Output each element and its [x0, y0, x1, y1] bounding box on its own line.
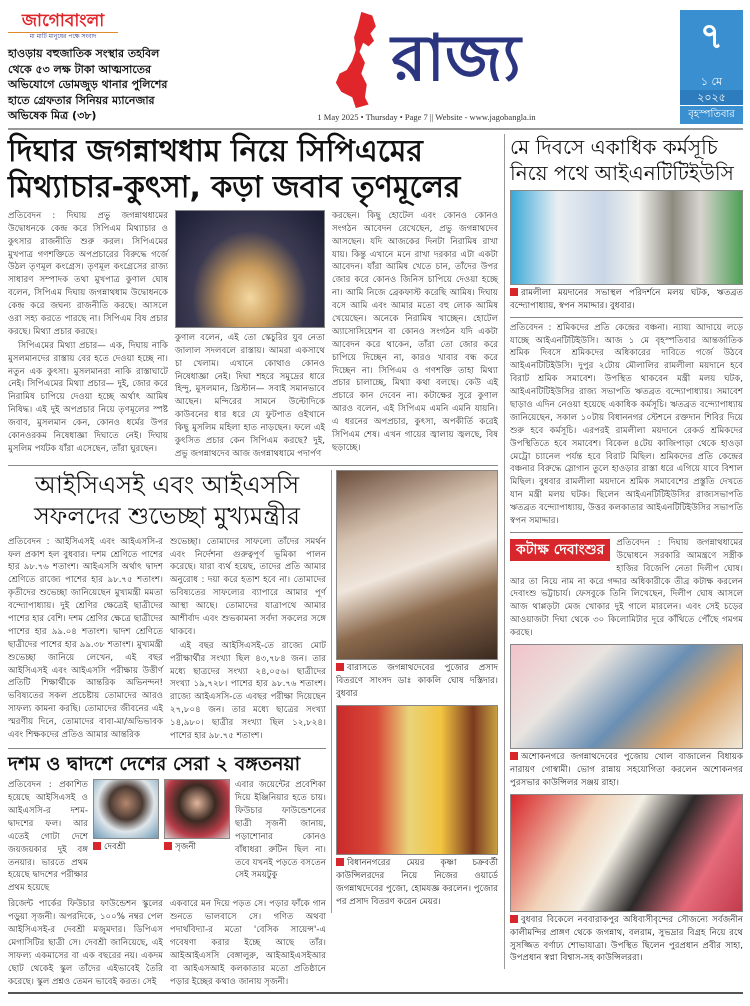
story4-bottom-right: একবারে মন দিয়ে পড়ত সে। পড়ার ফাঁকে গান শুনতে ভালবাসে সে। গণিত অথবা পদার্থবিদ্যা-র মতো 'বেসিক সায়েন্স'-এ গবেষণা করার ইচ্ছে আছে তাঁর। আইআইএসসি বেঙ্গালুরু, আইআইএসইআর বা আইএসআই কলকাতার মতো প্রতিষ্ঠানে পড়ার ইচ্ছের কথাও জানায় সৃজনী।: [170, 899, 326, 987]
divider: [510, 532, 743, 533]
story1-col2: কুণাল বলেন, এই তো স্কেচুরির যুব নেতা জালাল সদলবলে রাস্তায়। আমরা একসাথে চা খেলাম। এখানে কোথাও কোনও নিষেধাজ্ঞা নেই। দিঘা শহরে সমুদ্রের ধারে হিন্দু, মুসলমান, খ্রিস্টান— সবাই সমানভাবে আছেন। মন্দিরের সামনে উল্টোদিকে কাউবনের ধার ধরে যে ফুটপাত ওইখানে কিছু মুসলিম মহিলা হাত নাড়ছেন। ফলে এই কুৎসিত প্রচার কেন সিপিএম করছে? দুই, প্রভু জগন্নাথদেব আজ জগন্নাথধামে পদার্পণ: [175, 332, 325, 459]
dateline: 1 May 2025 • Thursday • Page 7 || Website - www.jagobangla.in: [317, 112, 536, 122]
bidhannagar-puja-photo: [336, 705, 498, 855]
story4-bottom-left: রিজেন্ট পার্কের ফিউচার ফাউন্ডেশন স্কুলের পড়ুয়া সৃজনী। অপরদিকে, ১০০% নম্বর পেল আইসিএসই-র দেবশ্রী মজুমদার। ডিপিএস মেগাসিটির ছাত্রী সে। দেবশ্রী জানিয়েছে, এই সাফল্য একমাসের বা এক বছরের নয়। একদম ছোট থেকেই স্কুল তাঁদের এইভাবেই তৈরি করেছে। স্কুল প্রশ্নও তেমন ভাবেই করত। সেই: [8, 899, 163, 987]
barasat-caption: বারাসতে জগন্নাথদেবের পুজোর প্রসাদ বিতরণে সাংসদ ডাঃ কাকলি ঘোষ দস্তিদার। বুধবার: [336, 663, 498, 700]
caption-bullet-icon: [510, 288, 518, 296]
page-number: ৭: [699, 16, 724, 57]
debashree-block: [93, 779, 159, 858]
srijani-photo: [164, 779, 230, 839]
caption-bullet-icon: [93, 842, 101, 850]
lower-middle: [331, 470, 498, 912]
srijani-caption: সৃজনী: [164, 841, 230, 854]
story2-headline: মে দিবসে একাধিক কর্মসূচি নিয়ে পথে আইএনটিটিইউসি: [510, 134, 734, 185]
rath-procession-photo: [510, 794, 743, 912]
page-badge: [680, 10, 743, 124]
section-title-logo: রাজ্য: [391, 22, 521, 97]
kotakkho-body: প্রতিবেদন : দিঘায় জগন্নাথধামের উদ্বোধনে সরকারি আমন্ত্রণে সস্ত্রীক হাজির বিজেপি নেতা দিলীপ ঘোষ। আর তা নিয়ে নাম না করে গদ্দার অধিকারীকে তীব্র কটাক্ষ করলেন দেবাংশু ভট্টাচার্য। ফেসবুকে তিনি লিখেছেন, দিলীপ ঘোষ আসলে আজ থাপ্পড়টা মেজ খোকার দুই গালে মারলেন। এবং সেই চড়ের আওয়াজটা দিঘা থেকে ৩০ কিলোমিটার দূরে কাঁথিতে পৌঁছে গমগম করছে।: [510, 537, 743, 639]
lower-left: [8, 470, 326, 988]
srijani-block: [164, 779, 230, 858]
caption-bullet-icon: [164, 842, 172, 850]
right-column: [504, 134, 743, 969]
ashoknagar-caption: অশোকনগরে জগন্নাথদেবের পুজোয় খোল বাজালেন বিধায়ক নারায়ণ গোস্বামী। ভোগ রান্নায় সহযোগিতা করলেন অশোকনগর পুরসভার কাউন্সিলর সঞ্জয় রাহা।: [510, 752, 743, 788]
caption-bullet-icon: [336, 663, 344, 671]
nababarrackpore-caption: বুধবার বিকেলে নববারাকপুর অধিবাসীবৃন্দের সৌজন্যে সর্বজনীন কালীমন্দির প্রাঙ্গণ থেকে জগন্নাথ, বলরাম, সুভদ্রার বিগ্রহ নিয়ে রথে সুসজ্জিত বর্ণাঢ্য শোভাযাত্রা। উপস্থিত ছিলেন পুরপ্রধান প্রবীর সাহা, উপপ্রধান স্বপ্না বিশ্বাস-সহ কাউন্সিলররা।: [510, 914, 743, 964]
lower-area: [8, 470, 498, 988]
page-body: [8, 134, 743, 989]
debashree-photo: [93, 779, 159, 839]
teaser-text: হাওড়ায় বহুজাতিক সংস্থার তহবিল থেকে ৫৩ লক্ষ টাকা আত্মসাতের অভিযোগে ডোমজুড় থানার পুলিশের হাতে গ্রেফতার সিনিয়র ম্যানেজার অভিষেক মিত্র (৩৮): [8, 47, 168, 123]
ashoknagar-puja-photo: [510, 644, 743, 749]
masthead-center: [181, 10, 672, 124]
issue-date: ১ মে: [700, 75, 723, 89]
bidhannagar-caption: বিধাননগরের মেয়র কৃষ্ণা চক্রবর্তী কাউন্সিলরদের নিয়ে নিজের ওয়ার্ডে জগন্নাথদেবের পুজো, হোমযজ্ঞ করলেন। পুজোর পর প্রসাদ বিতরণ করেন মেয়র।: [336, 857, 498, 907]
caption-bullet-icon: [336, 858, 344, 866]
divider: [8, 748, 326, 750]
story2-body: প্রতিবেদন : শ্রমিকদের প্রতি কেন্দ্রের বঞ্চনা। ন্যায্য আদায়ে লড়ে যাচ্ছে আইএনটিটিইউসি। আজ ১ মে বৃহস্পতিবার আন্তর্জাতিক শ্রমিক দিবসে শ্রমিকদের অধিকারের দাবিতে গর্জে উঠবে আইএনটিটিইউসি। দুপুর ২টোয় মৌলালির রামলীলা ময়দানে হবে বিরাট শ্রমিক সমাবেশ। উপস্থিত থাকবেন মন্ত্রী মলয় ঘটক, আইএনটিটিইউসির রাজ্য সভাপতি ঋতব্রত বন্দ্যোপাধ্যায়। সমাবেশ ছাড়াও এদিন নেওয়া হয়েছে একাধিক কর্মসূচি। ঋতব্রত বন্দ্যোপাধ্যায় জানিয়েছেন, সকাল ১০টায় বিধাননগর স্টেশনে রক্তদান শিবির দিয়ে শুরু হবে কর্মসূচি। এরপরই রামলীলা ময়দানে রেকর্ড শ্রমিকদের উপস্থিতিতে হবে সমাবেশ। বিকেল ৪টেয় কাজিপাড়া থেকে হাওড়া মেট্রো চ্যানেল পর্যন্ত হবে বিরাট মিছিল। শ্রমিকদের প্রতি কেন্দ্রের বঞ্চনার বিরুদ্ধে স্লোগান তুলে হাওড়ার রাস্তা ধরে এগিয়ে যাবে বিশাল মিছিল। বুধবার রামলীলা ময়দানে শ্রমিক সমাবেশের প্রস্তুতি দেখতে যান মন্ত্রী মলয় ঘটক। ছিলেন আইএনটিটিইউসির রাজ্যসভাপতি ঋতব্রত বন্দ্যোপাধ্যায়, উত্তর কলকাতার আইএনটিটিইউসির সভাপতি স্বপন সমাদ্দার।: [510, 322, 743, 527]
story3-col1: প্রতিবেদন : আইসিএসই এবং আইএসসি-র ফল প্রকাশ হল বুধবার। দশম শ্রেণিতে পাশের হার ৯৮.৭৬ শতাংশ। আইএসসি অর্থাৎ দ্বাদশ শ্রেণিতে রাজ্যে পাশের হার ৯৮.৭৫ শতাংশ। কৃতীদের শুভেচ্ছা জানিয়েছেন মুখ্যমন্ত্রী মমতা বন্দ্যোপাধ্যায়। দুই শ্রেণির ক্ষেত্রেই ছাত্রীদের পাশের হার বেশি। দশম শ্রেণির ক্ষেত্রে ছাত্রীদের পাশের হার ৯৯.০৪ শতাংশ। দ্বাদশ শ্রেণিতে ছাত্রীদের পাশের হার ৯৯.৩৮ শতাংশ। মুখ্যমন্ত্রী শুভেচ্ছা জানিয়ে লেখেন, এই বছর আইসিএসই এবং আইএসসি পরীক্ষায় উত্তীর্ণ প্রতিটি শিক্ষার্থীকে আন্তরিক অভিনন্দন! ভবিষ্যতের সকল প্রচেষ্টায় তোমাদের আরও সাফল্য কামনা করছি। তোমাদের জীবনের এই স্মরণীয় দিনে, তোমাদের বাবা-মা/অভিভাবক এবং শিক্ষকদের প্রতিও আমার আন্তরিক: [8, 536, 163, 741]
story3-columns: [8, 536, 326, 744]
story3-col2: শুভেচ্ছা। তোমাদের সাফল্যে তাঁদের সমর্থন এবং নির্দেশনা গুরুত্বপূর্ণ ভূমিকা পালন করেছে। যারা ব্যর্থ হয়েছ, তাদের প্রতি আমার অনুরোধ : দয়া করে হতাশ হবে না। তোমাদের ভবিষ্যতের সাফল্যের ব্যাপারে আমার পূর্ণ আস্থা আছে। তোমাদের যাত্রাপথে আমার আশীর্বাদ এবং শুভকামনা সর্বদা সকলের সঙ্গে থাকবে। এই বছর আইসিএসই-তে রাজ্যে মোট পরীক্ষার্থীর সংখ্যা ছিল ৪৩,৭৮৪ জন। তার মধ্যে ছাত্রদের সংখ্যা ২৪,০৫৬। ছাত্রীদের সংখ্যা ১৯,৭২৮। পাশের হার ৯৮.৭৬ শতাংশ। রাজ্যে আইএসসি-তে এবছর পরীক্ষা দিয়েছেন ২৭,৮০৪ জন। তার মধ্যে ছাত্রের সংখ্যা ১৪,৯৮০। ছাত্রীর সংখ্যা ছিল ১২,৮২৪। পাশের হার ৯৮.৭৫ শতাংশ।: [170, 536, 326, 742]
issue-year: ২০২৫: [680, 90, 743, 105]
debashree-caption: দেবশ্রী: [93, 841, 159, 854]
story4-col3: এবার জয়েন্টের প্রবেশিকা দিয়ে ইঞ্জিনিয়ার হতে চায়। ফিউচার ফাউন্ডেশনের ছাত্রী সৃজনী জানায়, পড়াশোনার কোনও বাঁধাধরা রুটিন ছিল না। তবে যখনই পড়তে বসতেন সেই সময়টুকু: [235, 780, 326, 881]
kotakkho-label: কটাক্ষ দেবাংশুর: [510, 539, 610, 561]
caption-bullet-icon: [510, 915, 518, 923]
masthead-left: [8, 10, 173, 124]
story1-middle: [175, 210, 325, 461]
story4-col1: প্রতিবেদন : প্রকাশিত হয়েছে আইসিএসই ও আইএসসি-র দশম-দ্বাদশের ফল। আর এতেই গোটা দেশে জয়জয়কার দুই বঙ্গ তনয়ার। ভারতে প্রথম হয়েছে দ্বাদশের পরীক্ষার প্রথম হয়েছে: [8, 780, 88, 894]
issue-weekday: বৃহস্পতিবার: [680, 105, 743, 124]
story4-bottom: [8, 898, 326, 988]
barasat-prasad-photo: [336, 470, 498, 660]
left-area: [8, 134, 498, 989]
brand-logo: জাগোবাংলা মা মাটি মানুষের পক্ষে সংবাদ: [8, 10, 118, 41]
story1-headline: দিঘার জগন্নাথধাম নিয়ে সিপিএমের মিথ্যাচার-কুৎসা, কড়া জবাব তৃণমূলের: [8, 133, 461, 205]
story4-top: [8, 779, 326, 895]
divider: [8, 465, 498, 467]
caption-bullet-icon: [510, 752, 518, 760]
story2-caption: রামলীলা ময়দানের সভাস্থল পরিদর্শনে মলয় ঘটক, ঋতব্রত বন্দ্যোপাধ্যায়, স্বপন সমাদ্দার। বুধবার।: [510, 287, 743, 311]
story1-col1: প্রতিবেদন : দিঘায় প্রভু জগন্নাথধামের উদ্বোধনকে কেন্দ্র করে সিপিএম মিথ্যাচার ও কুৎসার রাজনীতি শুরু করল। সিপিএমের মুখপাত্র গণশক্তিতে অপপ্রচারের বিরুদ্ধে গর্জে উঠল তৃণমূল কংগ্রেস। তৃণমূল কংগ্রেসের রাজ্য সাধারণ সম্পাদক তথা মুখপাত্র কুণাল ঘোষ বলেন, সিপিএম দিঘায় জগন্নাথধাম উদ্বোধনকে কেন্দ্র করে জঘন্য রাজনীতি করছে। আসলে ওরা সহ্য করতে পারছে না। সিপিএম বিষ প্রচার করছে। মিথ্যা প্রচার করছে। সিপিএমের মিথ্যা প্রচার— এক, দিঘায় নাকি মুসলমানদের রাস্তায় বের হতে দেওয়া হচ্ছে না। নতুন এক কুৎসা। মুসলমানরা নাকি রাস্তাঘাটে নেই। সিপিএমের মিথ্যা প্রচার— দুই, জোর করে নিরামিষ চাপিয়ে দেওয়া হচ্ছে অর্থাৎ আমিষ নিষিদ্ধ। এই দুই অপপ্রচার নিয়ে তৃণমূলের স্পষ্ট জবাব, মুসলমান কেন, কোনও ধর্মের উপর কোনওরকম নিষেধাজ্ঞা দিঘাতে নেই। দিঘায় মুসলিম পর্যটক যাঁরা এসেছেন, তাঁরা ঘুরছেন।: [8, 210, 168, 454]
kotakkho-box: [510, 537, 743, 640]
inttuc-leaders-photo: [510, 190, 743, 285]
jagannath-temple-photo: [175, 210, 325, 328]
story1-col3: করছেন। কিছু হোটেল এবং কোনও কোনও সংগঠন আবেদন রেখেছেন, প্রভু জগন্নাথদেব আসছেন। যদি আজকের দিনটা নিরামিষ রাখা যায়। কিন্তু এখানে মনে রাখা দরকার এটা একটা আবেদন। যাঁরা আমিষ খেতে চান, তাঁদের উপর জোর করে কোনও জিনিস চাপিয়ে দেওয়া হচ্ছে না। আমি নিজে ব্রেকফাস্ট করেছি আমিষ। দিঘায় বসে আমি এবং আমার মতো বহু লোক আমিষ খেয়েছেন। অনেকে নিরামিষ খাচ্ছেন। হোটেল অ্যাসোসিয়েশন বা কোনও সংগঠন যদি একটা আবেদন করে থাকেন, তাঁরা তো জোর করে চাপিয়ে দিচ্ছেন না, কারও খাবার বন্ধ করে দিচ্ছেন না। সিপিএম ও গণশক্তি তাহা মিথ্যা প্রচার চালাচ্ছে, মিথ্যা কথা বলছে। কেউ এই প্রচারে কান দেবেন না। কটাক্ষের সুরে কুণাল আরও বলেন, এই সিপিএম এমনি এমনি যায়নি। এ ধরনের অপপ্রচার, কুৎসা, অপকীর্তি করেই সিপিএম শেষ। এখন গায়ের জ্বালায় জ্বলছে, বিষ ছড়াচ্ছে।: [332, 210, 498, 453]
masthead: [8, 10, 743, 130]
story4-headline: দশম ও দ্বাদশে দেশের সেরা ২ বঙ্গতনয়া: [8, 753, 301, 776]
story3-headline: আইসিএসই এবং আইএসসি সফলদের শুভেচ্ছা মুখ্যমন্ত্রীর: [34, 471, 300, 531]
west-bengal-map-logo: [332, 10, 387, 110]
page-bottom-rule: [8, 992, 743, 994]
story1-columns: [8, 210, 498, 461]
divider: [510, 317, 743, 318]
